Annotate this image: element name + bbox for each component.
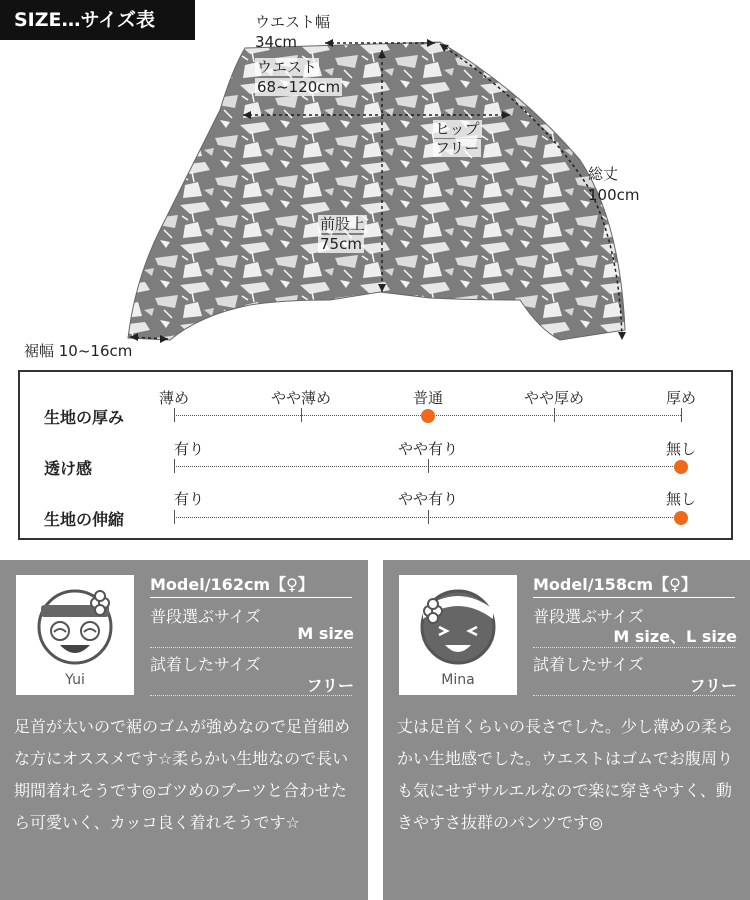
fabric-characteristics-table <box>18 370 733 540</box>
stretch-label: 生地の伸縮 <box>44 510 125 529</box>
thickness-scale-1: 薄め <box>158 389 190 407</box>
thickness-label: 生地の厚み <box>44 408 125 427</box>
transparency-scale-1: 有り <box>174 440 205 458</box>
tried-size-label-mina: 試着したサイズ <box>533 655 644 674</box>
thickness-tick <box>554 408 555 422</box>
transparency-tick <box>428 459 429 473</box>
dotted-divider <box>533 695 735 696</box>
stretch-scale-3: 無し <box>665 490 697 508</box>
hip-label: ヒップ <box>435 120 480 138</box>
divider <box>533 597 735 598</box>
avatar-name-mina: Mina <box>441 672 475 688</box>
avatar-name-yui: Yui <box>65 672 85 688</box>
front-rise-value: 75cm <box>320 235 362 253</box>
thickness-scale-3: 普通 <box>412 389 444 407</box>
tried-size-value-yui: フリー <box>306 676 354 695</box>
thickness-tick <box>301 408 302 422</box>
waist-width-label: ウエスト幅 <box>255 13 331 31</box>
dotted-divider <box>533 647 735 648</box>
hip-value: フリー <box>435 139 480 157</box>
waist-width-value: 34cm <box>255 33 297 51</box>
pants-illustration <box>0 0 750 365</box>
dotted-divider <box>150 647 352 648</box>
stretch-scale-1: 有り <box>174 490 205 508</box>
stretch-selected-dot <box>674 511 688 525</box>
comment-yui: 足首が太いので裾のゴムが強めなので足首細めな方にオススメです☆柔らかい生地なので長い期間着れそうです◎ゴツめのブーツと合わせたら可愛いく、カッコ良く着れそうです☆ <box>14 717 351 832</box>
transparency-scale-3: 無し <box>665 440 697 458</box>
waist-value: 68~120cm <box>257 78 341 96</box>
front-rise-label: 前股上 <box>320 215 366 233</box>
transparency-selected-dot <box>674 460 688 474</box>
transparency-tick <box>174 459 175 473</box>
waist-label: ウエスト <box>257 58 318 76</box>
stretch-tick <box>174 510 175 524</box>
model-panel-yui <box>0 560 368 900</box>
thickness-tick <box>174 408 175 422</box>
thickness-tick <box>681 408 682 422</box>
stretch-scale-2: やや有り <box>397 490 459 508</box>
avatar-yui <box>16 575 134 695</box>
size-badge: SIZE…サイズ表 <box>0 0 195 40</box>
model-panel-mina <box>383 560 750 900</box>
thickness-scale-2: やや薄め <box>270 389 332 407</box>
tried-size-value-mina: フリー <box>689 676 737 695</box>
pants-shape <box>128 42 625 340</box>
thickness-scale-4: やや厚め <box>523 389 585 407</box>
total-length-label: 総丈 <box>588 165 619 183</box>
stretch-tick <box>428 510 429 524</box>
hem-width-label: 裾幅 10~16cm <box>24 342 133 360</box>
thickness-selected-dot <box>421 409 435 423</box>
dotted-divider <box>150 695 352 696</box>
usual-size-value-yui: M size <box>297 624 354 643</box>
divider <box>150 597 352 598</box>
tried-size-label-yui: 試着したサイズ <box>150 655 261 674</box>
comment-mina: 丈は足首くらいの長さでした。少し薄めの柔らかい生地感でした。ウエストはゴムでお腹周りも気にせずサルエルなので楽に穿きやすく、動きやすさ抜群のパンツです◎ <box>397 717 734 832</box>
transparency-label: 透け感 <box>44 459 93 478</box>
transparency-scale-2: やや有り <box>397 440 459 458</box>
total-length-value: 100cm <box>588 186 640 204</box>
avatar-mina <box>399 575 517 695</box>
size-diagram <box>0 0 750 365</box>
usual-size-value-mina: M size、L size <box>613 627 737 646</box>
usual-size-label-mina: 普段選ぶサイズ <box>533 607 644 626</box>
model-heading-yui: Model/162cm【♀】 <box>150 575 314 594</box>
model-heading-mina: Model/158cm【♀】 <box>533 575 697 594</box>
usual-size-label-yui: 普段選ぶサイズ <box>150 607 261 626</box>
thickness-scale-5: 厚め <box>665 389 697 407</box>
